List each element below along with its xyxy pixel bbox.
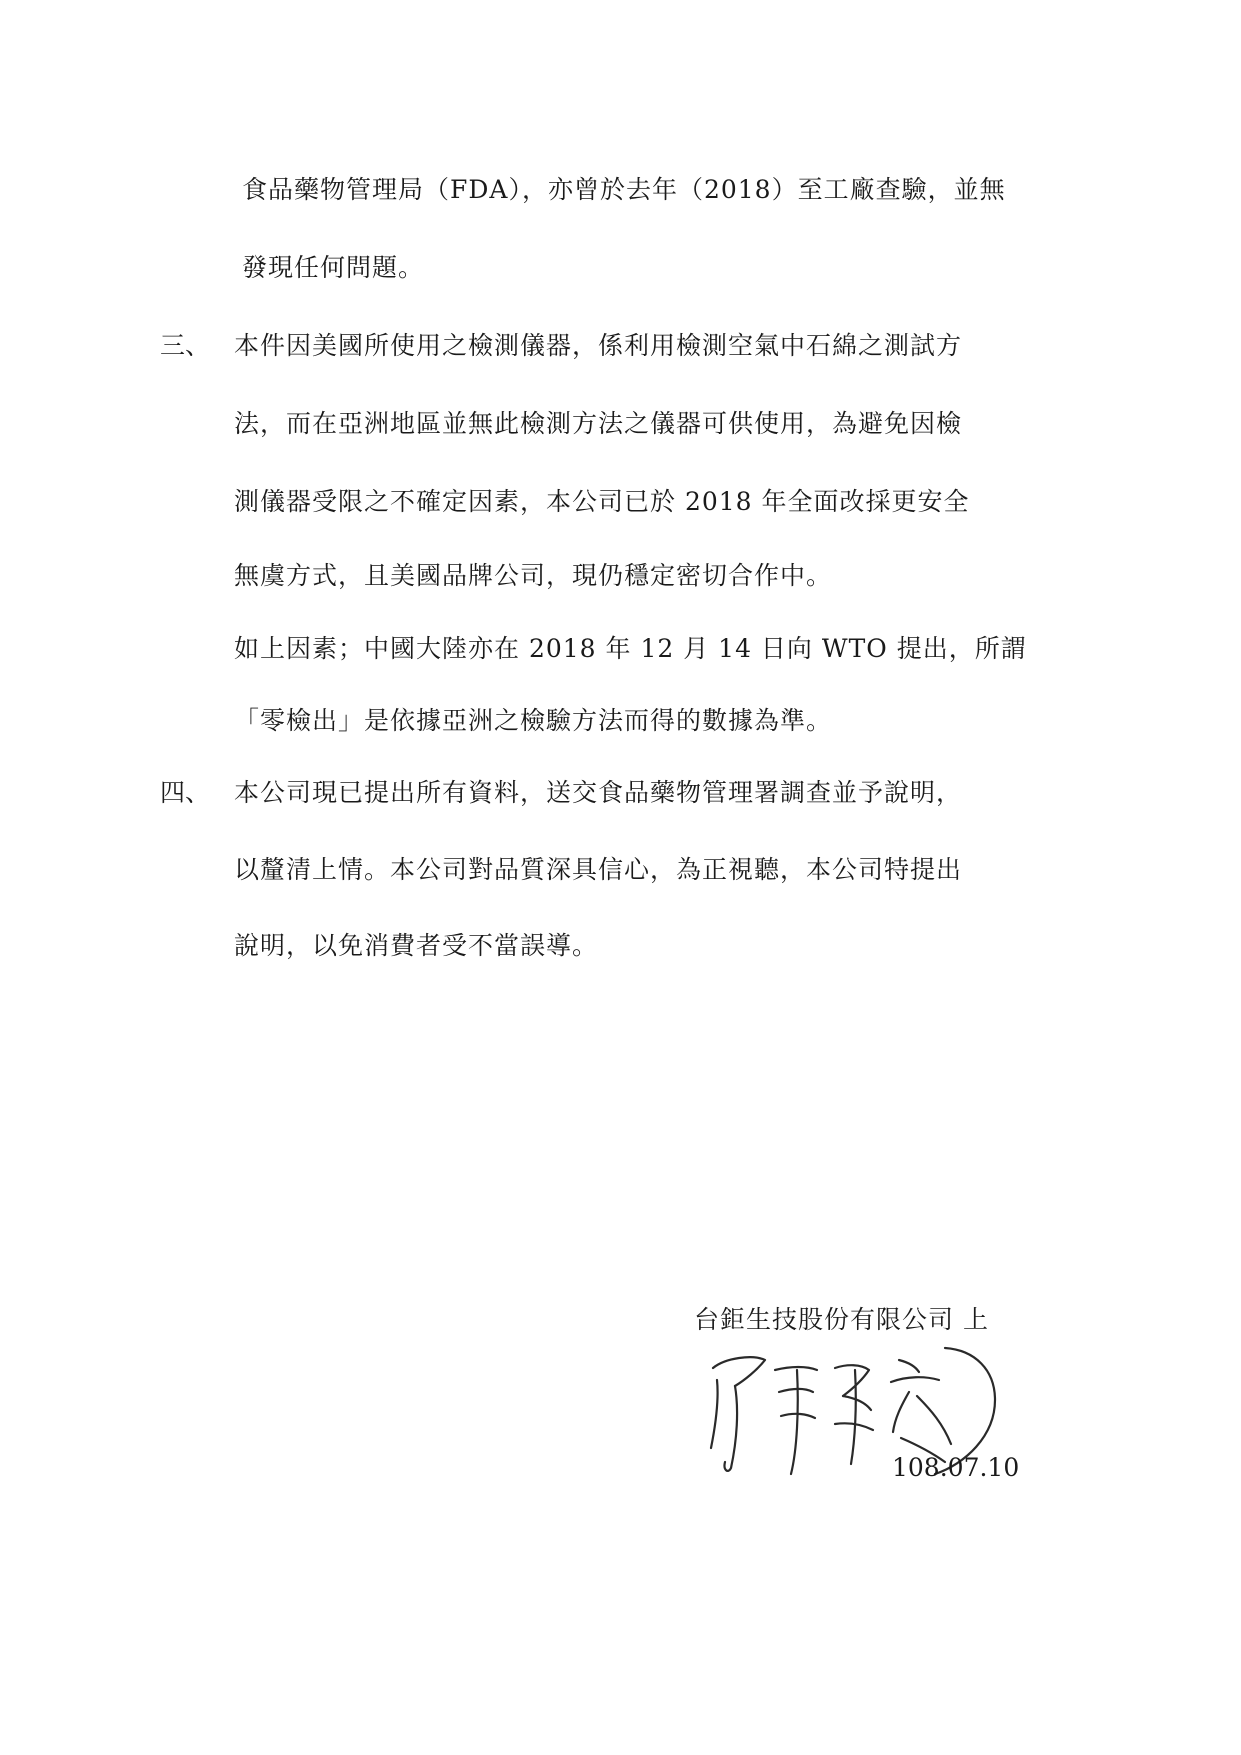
body-line: 法，而在亞洲地區並無此檢測方法之儀器可供使用，為避免因檢 (234, 409, 963, 438)
body-line: 無虞方式，且美國品牌公司，現仍穩定密切合作中。 (234, 561, 833, 590)
body-line: 說明，以免消費者受不當誤導。 (234, 931, 599, 960)
body-line: 本件因美國所使用之檢測儀器，係利用檢測空氣中石綿之測試方 (234, 331, 963, 360)
signing-date: 108.07.10 (892, 1453, 1020, 1482)
item-marker-4: 四、 (160, 778, 211, 807)
body-line: 「零檢出」是依據亞洲之檢驗方法而得的數據為準。 (234, 706, 833, 735)
body-line: 發現任何問題。 (242, 253, 425, 282)
body-line: 測儀器受限之不確定因素，本公司已於 2018 年全面改採更安全 (234, 487, 970, 516)
company-signoff: 台鉅生技股份有限公司 上 (694, 1305, 989, 1334)
item-marker-3: 三、 (160, 331, 211, 360)
body-line: 本公司現已提出所有資料，送交食品藥物管理署調查並予說明， (234, 778, 963, 807)
body-line: 以釐清上情。本公司對品質深具信心，為正視聽，本公司特提出 (234, 855, 963, 884)
body-line: 食品藥物管理局（FDA），亦曾於去年（2018）至工廠查驗，並無 (242, 175, 1006, 204)
body-line: 如上因素；中國大陸亦在 2018 年 12 月 14 日向 WTO 提出，所謂 (234, 634, 1027, 663)
